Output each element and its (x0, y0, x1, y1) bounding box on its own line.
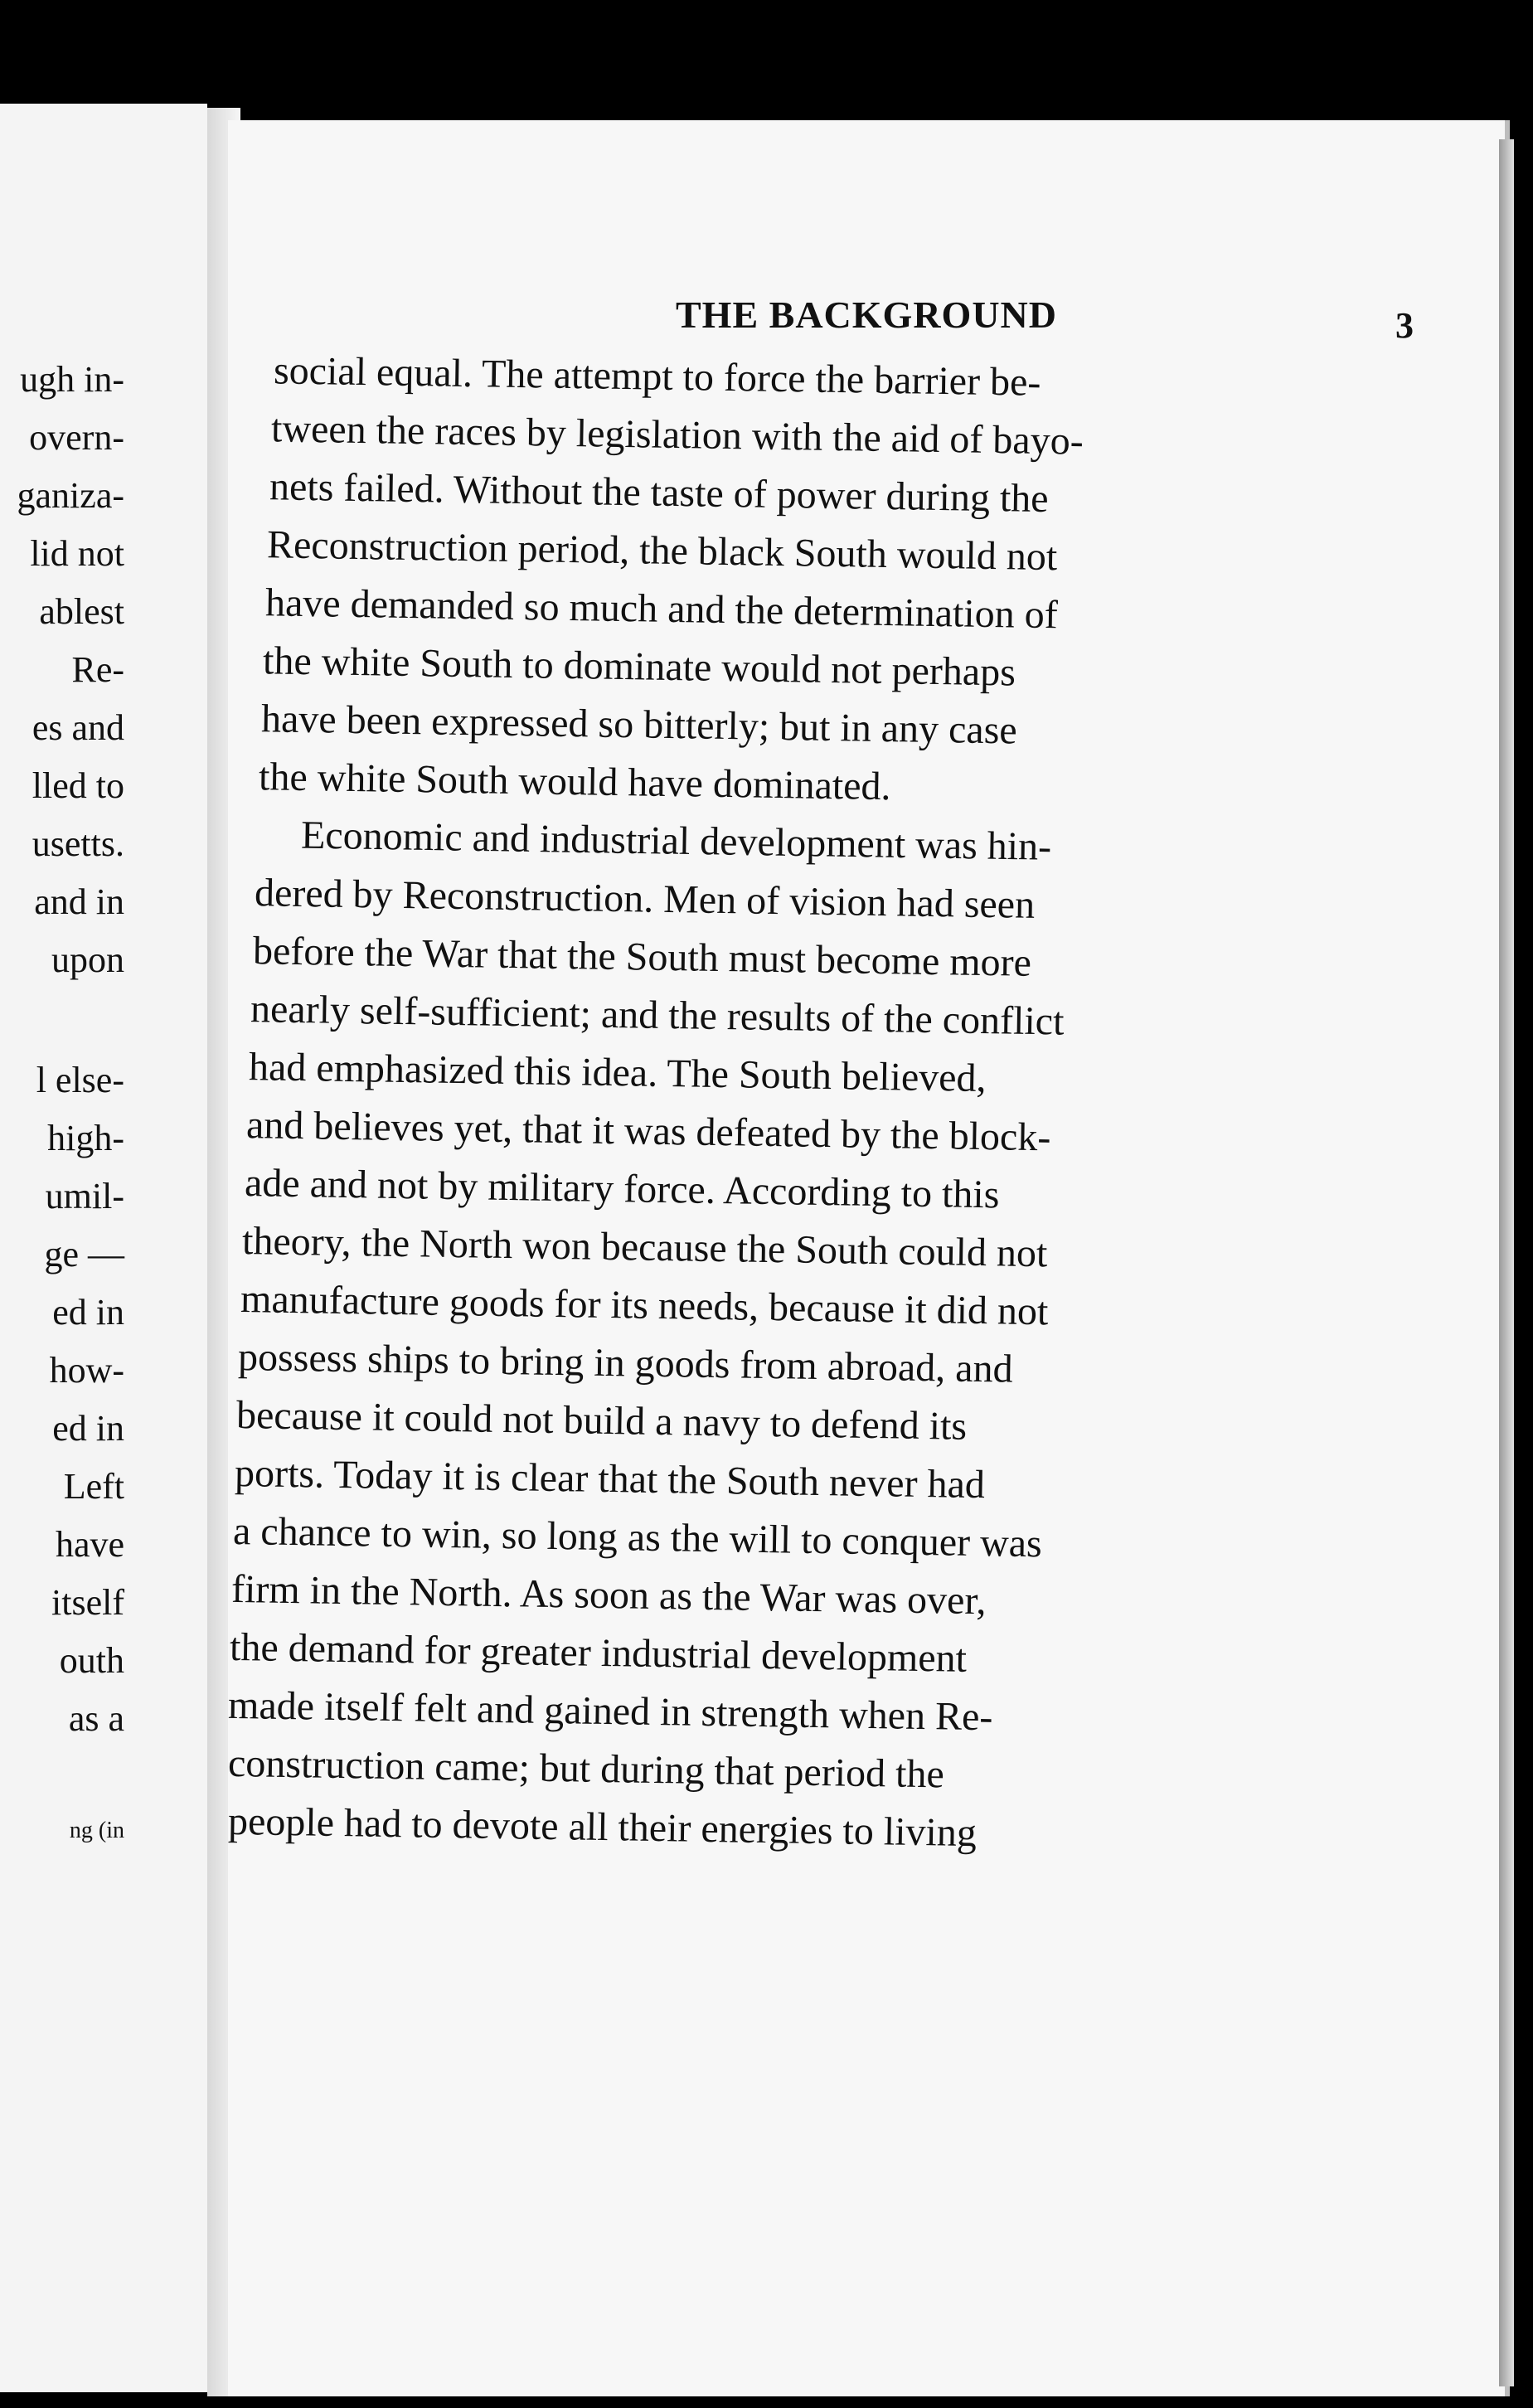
left-page-line: as a (68, 1698, 124, 1739)
text-line: theory, the North won because the South could not (241, 1219, 1048, 1276)
left-page-line: ed in (52, 1292, 124, 1333)
left-page-line: and in (34, 881, 124, 922)
text-line: before the War that the South must become more (252, 929, 1032, 985)
left-page-line: Re- (71, 649, 124, 690)
page-number: 3 (1395, 305, 1414, 346)
text-line: Reconstruction period, the black South would not (266, 522, 1058, 580)
text-line: the white South would have dominated. (258, 755, 891, 809)
text-line: possess ships to bring in goods from abroad, and (237, 1335, 1013, 1391)
text-line: and believes yet, that it was defeated by the block- (245, 1103, 1051, 1160)
body-text (228, 120, 1505, 2396)
text-line: social equal. The attempt to force the barrier be- (273, 348, 1041, 405)
left-page-line: outh (59, 1640, 124, 1681)
text-line: because it could not build a navy to defend its (235, 1392, 968, 1449)
left-page-line: lid not (30, 533, 124, 574)
text-line: had emphasized this idea. The South believed, (248, 1045, 987, 1101)
text-line: ade and not by military force. According to this (244, 1161, 1000, 1217)
left-page-line: umil- (45, 1176, 124, 1216)
text-line: made itself felt and gained in strength when Re- (227, 1682, 993, 1740)
left-page-line: Left (63, 1466, 124, 1507)
text-line: people had to devote all their energies to living (227, 1799, 978, 1856)
text-line: have demanded so much and the determination of (264, 580, 1059, 638)
text-line: have been expressed so bitterly; but in any case (260, 697, 1018, 753)
left-page-line: l else- (36, 1060, 124, 1100)
page-edge (1499, 139, 1514, 2386)
text-line: the demand for greater industrial development (229, 1624, 968, 1681)
left-page-line: ed in (52, 1408, 124, 1449)
left-page-line: usetts. (32, 823, 124, 864)
text-line: tween the races by legislation with the aid of bayo- (270, 406, 1084, 464)
text-line: dered by Reconstruction. Men of vision had seen (254, 871, 1036, 927)
text-line: a chance to win, so long as the will to conquer was (232, 1508, 1043, 1566)
text-line: ports. Today it is clear that the South never had (234, 1450, 986, 1507)
text-line: Economic and industrial development was hin- (300, 813, 1052, 869)
text-line: firm in the North. As soon as the War was over, (230, 1566, 987, 1624)
text-line: manufacture goods for its needs, because it did not (240, 1277, 1049, 1334)
left-page-line: ablest (39, 591, 124, 632)
left-page-line: ganiza- (17, 475, 124, 516)
left-page-line: high- (47, 1118, 124, 1158)
text-line: nets failed. Without the taste of power during the (269, 464, 1050, 522)
running-head: THE BACKGROUND (676, 294, 1057, 336)
left-page-line: lled to (32, 765, 124, 806)
left-page-line: itself (51, 1582, 124, 1623)
left-page-line: have (55, 1524, 124, 1565)
left-page-line: ge — (44, 1234, 124, 1274)
right-page (228, 120, 1510, 2396)
text-line: nearly self-sufficient; and the results of the conflict (250, 987, 1065, 1044)
left-page-line: overn- (29, 417, 124, 458)
left-page-footnote-line: ng (in (69, 1818, 124, 1843)
text-line: construction came; but during that period the (227, 1740, 945, 1797)
left-page-fragment (0, 104, 207, 2392)
left-page-line: how- (49, 1350, 124, 1391)
left-page-line: ugh in- (20, 359, 124, 400)
text-line: the white South to dominate would not perhaps (262, 638, 1016, 695)
left-page-line: es and (32, 707, 124, 748)
left-page-line: upon (51, 939, 124, 980)
